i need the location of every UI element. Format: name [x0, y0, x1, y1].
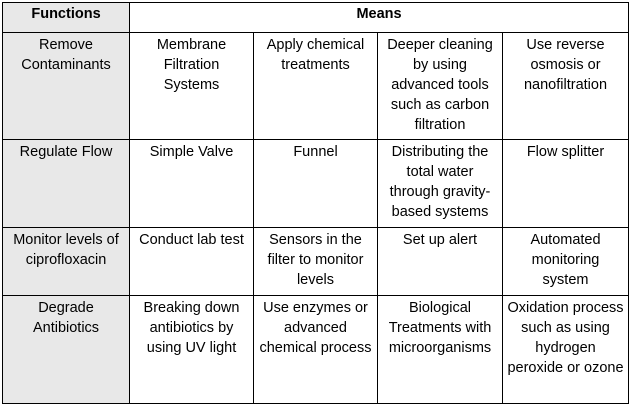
- means-cell: Distributing the total water through gravity-based systems: [378, 140, 503, 228]
- means-cell: Automated monitoring system: [503, 228, 629, 296]
- means-cell: Deeper cleaning by using advanced tools such as carbon filtration: [378, 33, 503, 140]
- means-cell: Sensors in the filter to monitor levels: [254, 228, 378, 296]
- means-cell: Oxidation process such as using hydrogen peroxide or ozone: [503, 296, 629, 404]
- table-row: [3, 140, 629, 228]
- means-cell: Flow splitter: [503, 140, 629, 228]
- means-cell: Set up alert: [378, 228, 503, 296]
- morphological-chart-table: [2, 2, 629, 404]
- function-cell: Regulate Flow: [3, 140, 130, 228]
- table-row: [3, 33, 629, 140]
- table-row: [3, 228, 629, 296]
- means-cell: Membrane Filtration Systems: [130, 33, 254, 140]
- header-row: [3, 3, 629, 33]
- function-cell: Degrade Antibiotics: [3, 296, 130, 404]
- means-cell: Use reverse osmosis or nanofiltration: [503, 33, 629, 140]
- functions-header: Functions: [3, 3, 130, 33]
- means-header: Means: [130, 3, 629, 33]
- means-cell: Breaking down antibiotics by using UV light: [130, 296, 254, 404]
- means-cell: Apply chemical treatments: [254, 33, 378, 140]
- means-cell: Biological Treatments with microorganisms: [378, 296, 503, 404]
- means-cell: Simple Valve: [130, 140, 254, 228]
- means-cell: Funnel: [254, 140, 378, 228]
- function-cell: Monitor levels of ciprofloxacin: [3, 228, 130, 296]
- table-row: [3, 296, 629, 404]
- means-cell: Conduct lab test: [130, 228, 254, 296]
- function-cell: Remove Contaminants: [3, 33, 130, 140]
- means-cell: Use enzymes or advanced chemical process: [254, 296, 378, 404]
